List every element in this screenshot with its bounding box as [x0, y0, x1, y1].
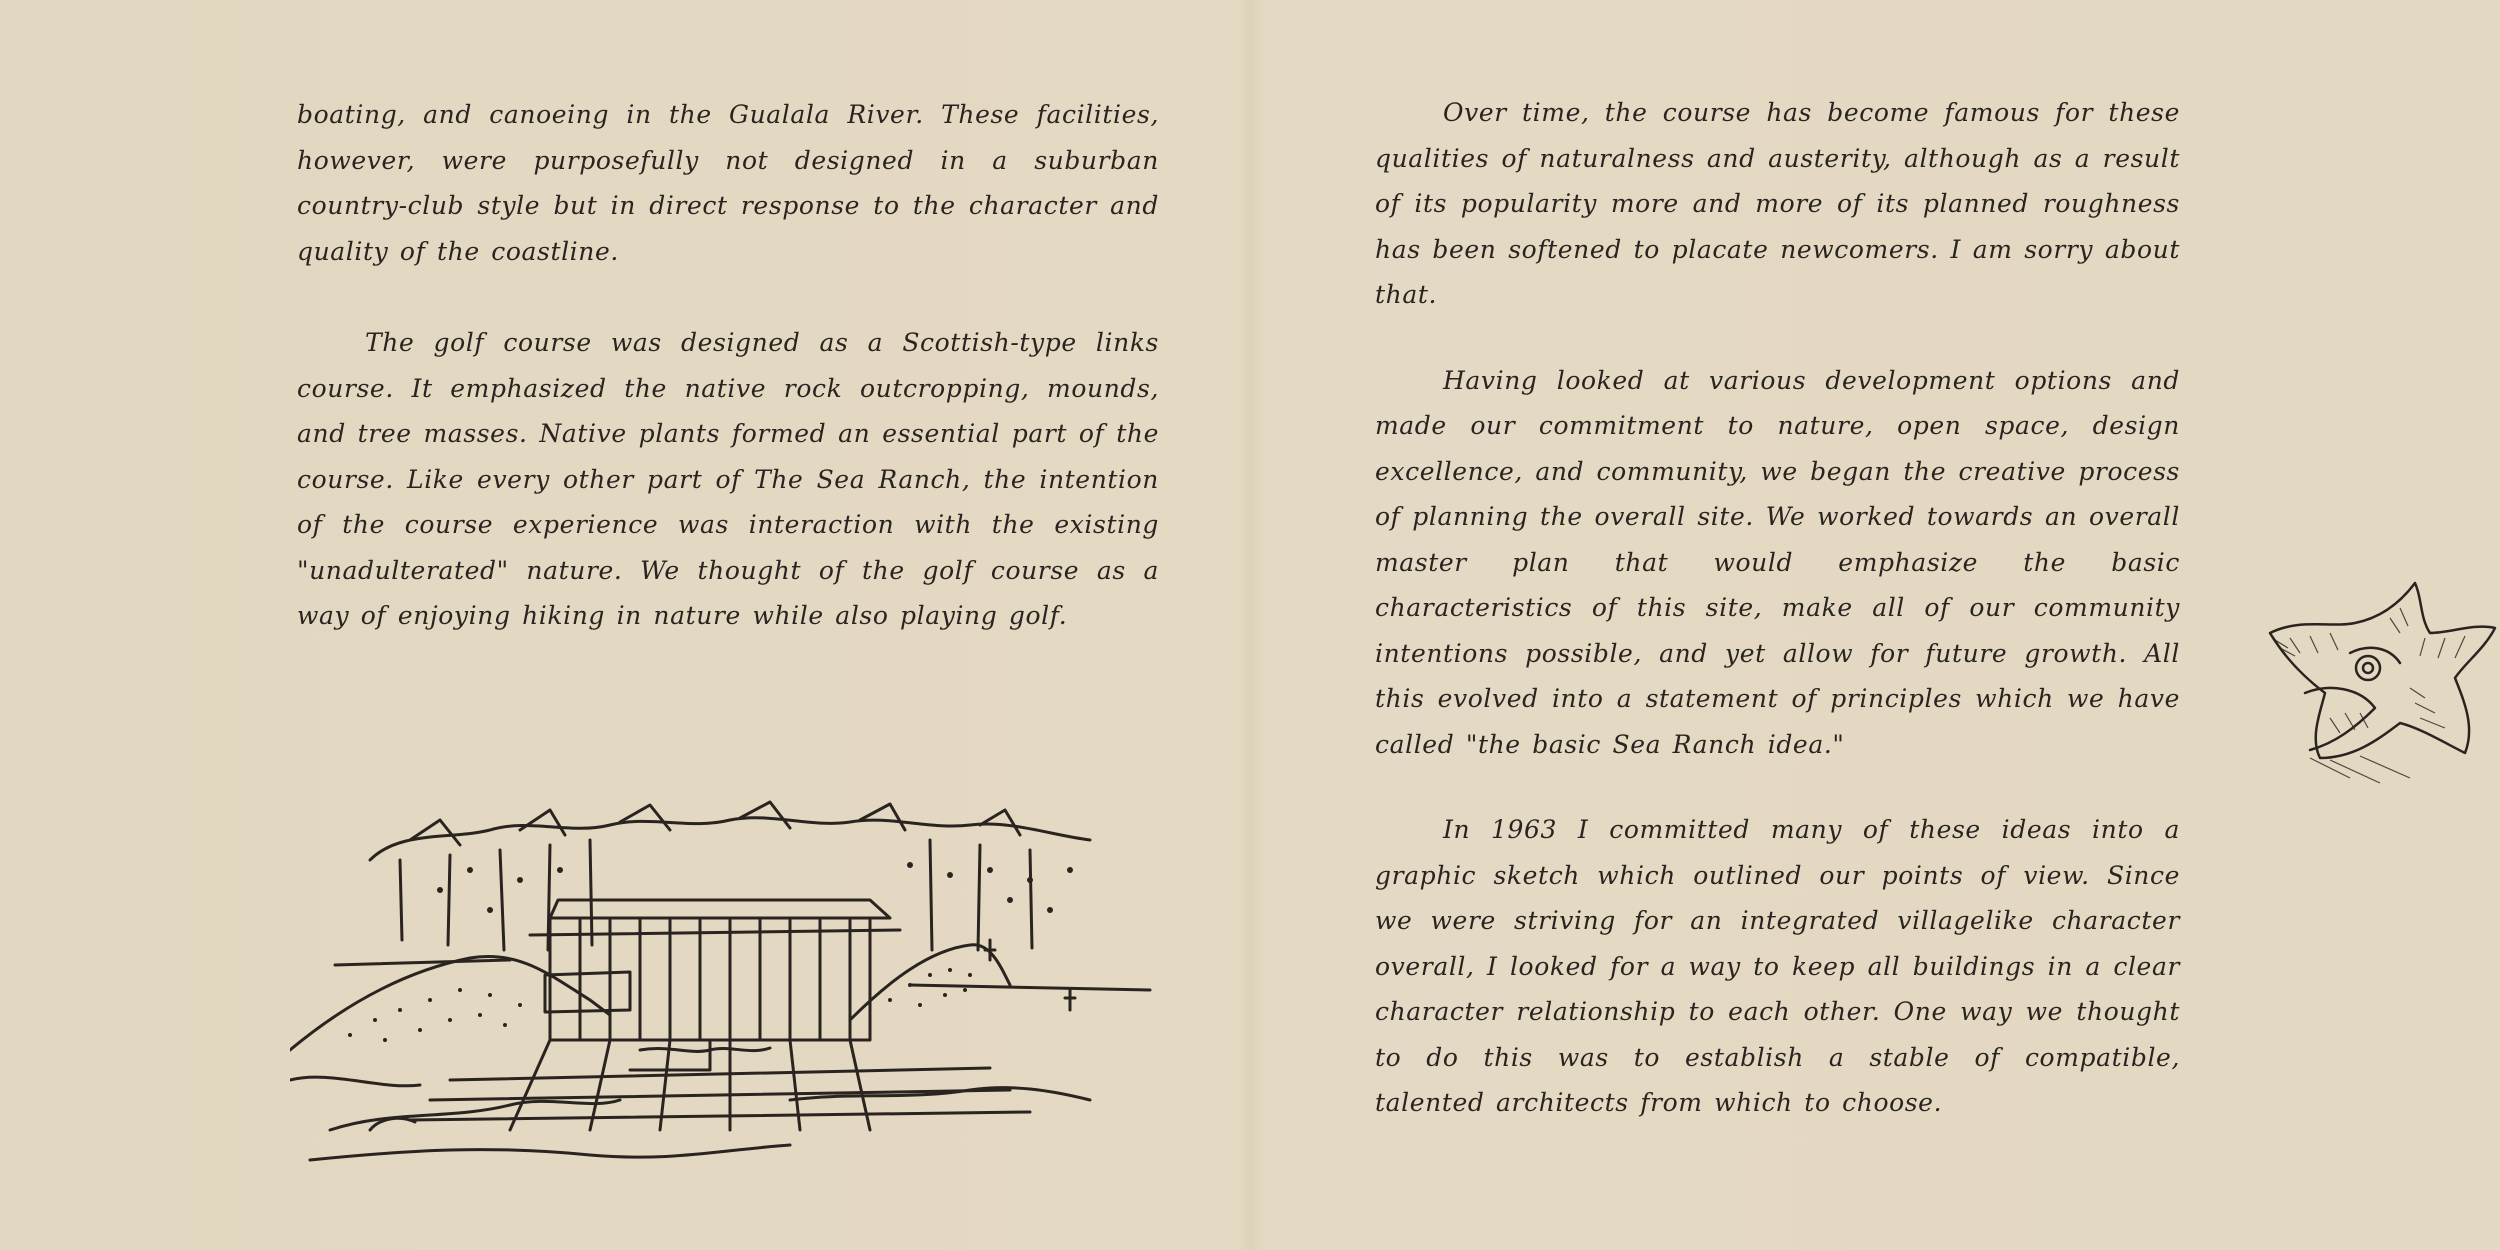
right-paragraph-3: In 1963 I committed many of these ideas into a graphic sketch which outlined our points of view. Since we were striving for an integrated villagelike character overall, I looked for a way to keep all buildings in a clear character relationship to each other. One way we thought to do this was to establish a stable of compatible, talented architects from which to choose. [1375, 815, 2180, 1117]
right-paragraph-1: Over time, the course has become famous for these qualities of naturalness and austerity, although as a result of its popularity more and more of its planned roughness has been softened to placate newcomers. I am sorry about that. [1375, 98, 2180, 309]
right-paragraph-2: Having looked at various development options and made our commitment to nature, open space, design excellence, and community, we began the creative process of planning the overall site. We worked towards an overall master plan that would emphasize the basic characteristics of this site, make all of our community intentions possible, and yet allow for future growth. All this evolved into a statement of principles which we have called "the basic Sea Ranch idea." [1375, 365, 2180, 759]
left-paragraph-2: The golf course was designed as a Scottish-type links course. It emphasized the native rock outcropping, mounds, and tree masses. Native plants formed an essential part of the course. Like every other part of The Sea Ranch, the intention of the course experience was interaction with the existing "unadulterated" nature. We thought of the golf course as a way of enjoying hiking in nature while also playing golf. [297, 328, 1159, 630]
right-page [1250, 0, 2500, 1250]
golf-clubhouse-sketch [290, 800, 1160, 1170]
left-paragraph-1: boating, and canoeing in the Gualala River. These facilities, however, were purposefully not designed in a suburban country-club style but in direct response to the character and quality of the coastline. [297, 100, 1159, 266]
starfish-shell-sketch [2250, 578, 2500, 788]
left-text-column [297, 92, 1159, 639]
right-text-column [1375, 90, 2180, 1126]
